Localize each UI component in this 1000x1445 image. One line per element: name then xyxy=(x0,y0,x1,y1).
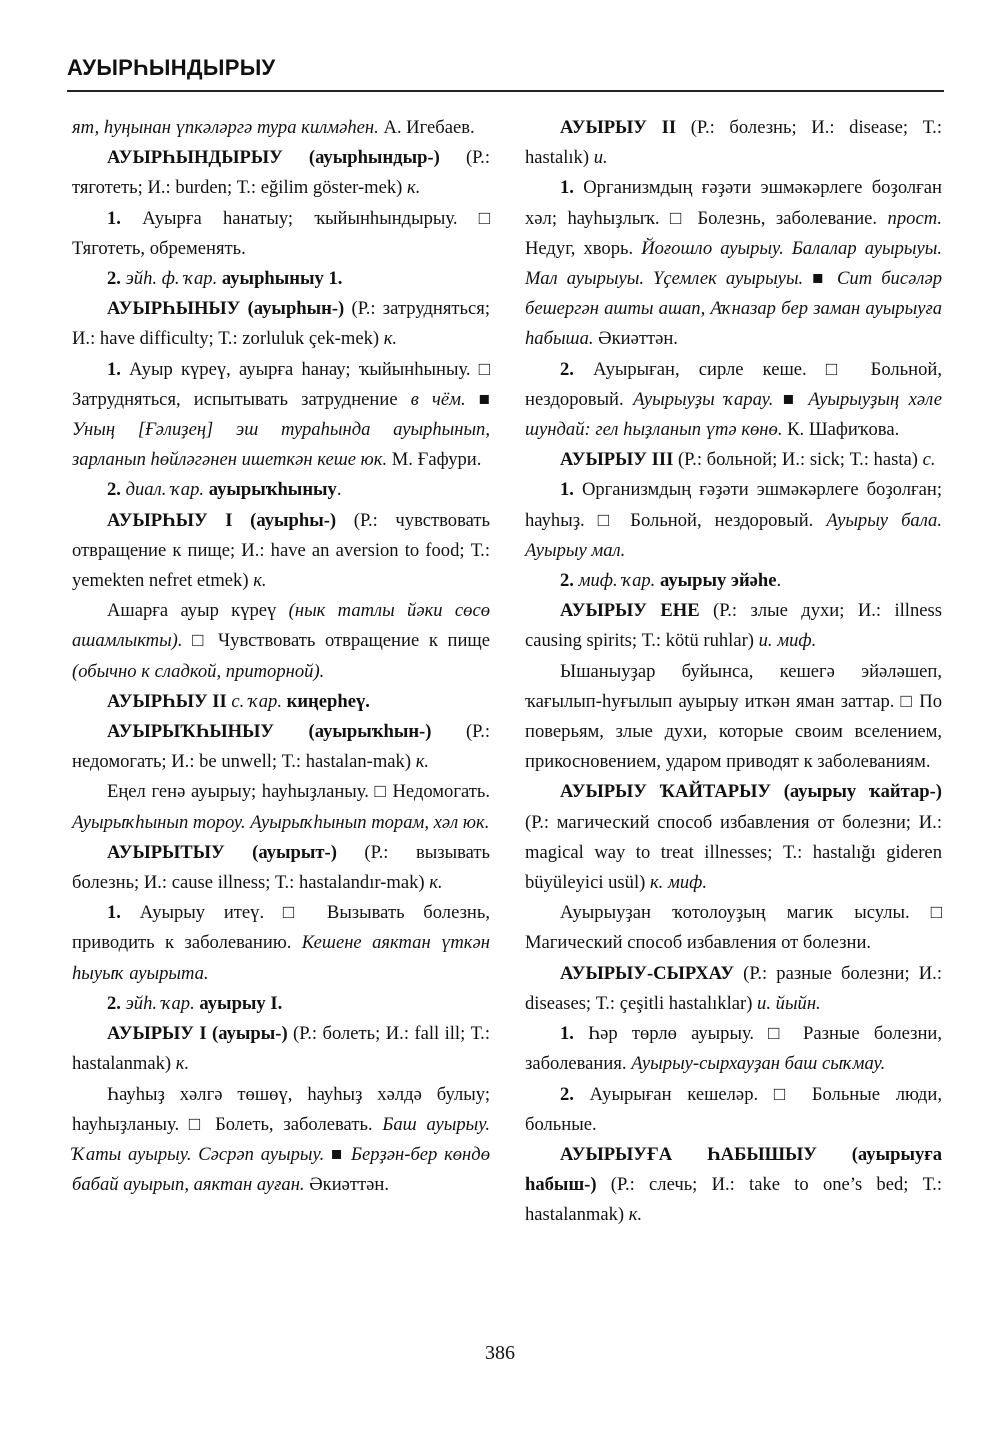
body-text: Еңел генә ауырыу; һауһыҙланыу. □ Недомогать. xyxy=(107,781,490,803)
headword-text: 1. xyxy=(107,207,121,229)
headword-text: АУЫРЫТЫУ (ауырыт-) xyxy=(107,841,337,863)
italic-text: прост. xyxy=(887,207,942,229)
body-text: Ауыр күреү, ауырға һанау; ҡыйынһыныу. □ Затрудняться, испытывать затруднение xyxy=(72,358,490,410)
dictionary-paragraph xyxy=(72,204,490,264)
headword-text: 1. xyxy=(560,479,574,501)
italic-text: к. xyxy=(407,177,421,199)
italic-text: (нык татлы йәки сөсө ашамлыкты). xyxy=(72,600,490,652)
headword-text: АУЫРЫУҒА ҺАБЫШЫУ (ауырыуға һабыш-) xyxy=(525,1143,942,1196)
body-text: ■ xyxy=(803,268,837,290)
headword-text: 2. xyxy=(560,570,574,592)
headword-text: ауырыу I. xyxy=(194,992,283,1014)
dictionary-paragraph xyxy=(525,445,942,475)
body-text: (Р.: злые духи; И.: illness causing spirits; Т.: kötü ruhlar) xyxy=(525,600,942,652)
dictionary-paragraph xyxy=(72,898,490,989)
body-text: (Р.: болезнь; И.: disease; Т.: hastalık) xyxy=(525,117,942,169)
dictionary-paragraph xyxy=(72,1080,490,1201)
dictionary-paragraph xyxy=(72,294,490,354)
italic-text: Уның [Ғәлиҙең] эш тураһында ауырһынып, зарланып һөйләгәнен ишеткән кеше юк. xyxy=(72,419,490,471)
headword-text: 2. xyxy=(107,479,121,501)
body-text: (Р.: болеть; И.: fall ill; Т.: hastalanmak) xyxy=(72,1023,490,1075)
body-text: (Р.: тяготеть; И.: burden; Т.: eğilim göster-mek) xyxy=(72,147,490,199)
dictionary-paragraph xyxy=(525,1080,942,1140)
italic-text: к. xyxy=(415,751,430,773)
headword-text: 1. xyxy=(107,902,121,924)
italic-text: Берҙән-бер көндө бабай ауырып, аяктан ауған. xyxy=(72,1143,490,1196)
dictionary-paragraph xyxy=(525,1140,942,1231)
headword-text: АУЫРЫУ ЕНЕ xyxy=(560,600,700,622)
italic-text: Баш ауырыу. Ҡаты ауырыу. Сәсрәп ауырыу. xyxy=(72,1113,491,1165)
body-text: Ауырыған кешеләр. □ Больные люди, больные. xyxy=(525,1083,942,1135)
headword-text: киңерһеү. xyxy=(281,690,370,712)
italic-text: Ауырыу бала. Ауырыу мал. xyxy=(525,509,942,561)
dictionary-paragraph xyxy=(72,989,490,1019)
italic-text: к. xyxy=(383,328,398,350)
body-text: . xyxy=(336,479,342,501)
italic-text: миф. ҡар. xyxy=(573,570,656,592)
italic-text: эйһ. ҡар. xyxy=(120,992,195,1014)
dictionary-paragraph xyxy=(525,898,942,958)
dictionary-paragraph xyxy=(72,838,490,898)
italic-text: Сит бисәләр бешергән ашты ашап, Аҡназар бер заман ауырыуға һабыша. xyxy=(525,268,943,350)
page-number: 386 xyxy=(485,1342,515,1364)
body-text: А. Игебаев. xyxy=(378,117,475,138)
headword-text: АУЫРЫҠҺЫНЫУ (ауырыҡһын-) xyxy=(107,721,432,743)
dictionary-paragraph xyxy=(72,113,490,143)
headword-text: 1. xyxy=(107,358,121,380)
dictionary-paragraph xyxy=(72,143,490,203)
body-text: Недуг, хворь. xyxy=(525,237,642,259)
italic-text: к. xyxy=(429,872,443,894)
italic-text: Ауырыуҙың хәле шундай: гел һыҙланып үтә көнө. xyxy=(525,388,942,441)
headword-text: 1. xyxy=(560,177,574,199)
headword-text: АУЫРЫУ I (ауыры-) xyxy=(107,1023,288,1045)
headword-text: ауырыҡһыныу xyxy=(204,479,337,501)
headword-text: 1. xyxy=(560,1023,574,1045)
italic-text: и. миф. xyxy=(758,630,817,652)
headword-text: АУЫРҺЫНЫУ (ауырһын-) xyxy=(107,298,345,320)
italic-text: к. xyxy=(628,1204,643,1226)
body-text: (Р.: магический способ избавления от болезни; И.: magical way to treat illnesses; Т.: hastalığı gideren büyüleyici usül) xyxy=(525,811,942,894)
italic-text: к. xyxy=(175,1053,190,1075)
dictionary-paragraph xyxy=(525,113,942,173)
headword-text: 2. xyxy=(107,268,121,290)
headword-text: 2. xyxy=(560,1083,574,1105)
dictionary-paragraph xyxy=(72,475,490,505)
dictionary-paragraph xyxy=(525,355,942,446)
body-text: Ауырыған, сирле кеше. □ Больной, нездоровый. xyxy=(525,358,942,410)
body-text: □ Чувствовать отвращение к пище xyxy=(182,630,490,652)
headword-text: АУЫРҺЫНДЫРЫУ (ауырһындыр-) xyxy=(107,147,440,169)
headword-text: АУЫРҺЫУ I (ауырһы-) xyxy=(107,509,337,531)
dictionary-paragraph xyxy=(72,355,490,476)
italic-text: Ауырыҡһынып тороу. Ауырыҡһынып торам, хәл юк. xyxy=(72,811,490,833)
italic-text: Ауырыу-сырхауҙан баш сыҡмау. xyxy=(631,1053,886,1075)
body-text: ■ xyxy=(324,1143,351,1165)
dictionary-paragraph xyxy=(525,566,942,596)
dictionary-paragraph xyxy=(72,506,490,597)
body-text: ■ xyxy=(465,388,490,410)
body-text: Ышаныуҙар буйынса, кешегә эйәләшеп, ҡағылып-һуғылып ауырыу иткән яман заттар. □ По поверьям, злые духи, которые своим вселением, прикосновением, ударом приводят к заболеваниям. xyxy=(525,660,942,773)
body-text: М. Ғафури. xyxy=(387,449,482,471)
headword-text: 2. xyxy=(560,358,574,380)
italic-text: к. xyxy=(253,570,267,592)
italic-text: и. xyxy=(593,147,608,169)
italic-text: к. миф. xyxy=(649,872,707,894)
italic-text: Ауырыуҙы ҡарау. xyxy=(633,388,774,410)
italic-text: в чём. xyxy=(410,388,466,410)
italic-text: Кешене аяктан үткән һыуыҡ ауырыта. xyxy=(72,932,490,984)
italic-text: и. йыйн. xyxy=(757,992,821,1014)
headword-text: АУЫРЫУ II xyxy=(560,117,677,138)
left-column xyxy=(72,113,490,1200)
headword-text: АУЫРЫУ-СЫРХАУ xyxy=(560,962,735,984)
body-text: Организмдың ғәҙәти эшмәкәрлеге боҙолған; һауһыҙ. □ Больной, нездоровый. xyxy=(525,479,942,531)
dictionary-paragraph xyxy=(525,475,942,566)
body-text: Ауырыу итеү. □ Вызывать болезнь, приводить к заболеванию. xyxy=(72,902,490,954)
dictionary-paragraph xyxy=(525,777,942,898)
body-text: ■ xyxy=(773,388,809,410)
dictionary-paragraph xyxy=(72,777,490,837)
dictionary-paragraph xyxy=(525,1019,942,1079)
body-text: Һауһыҙ хәлгә төшөү, һауһыҙ хәлдә булыу; һауһыҙланыу. □ Болеть, заболевать. xyxy=(72,1083,490,1135)
header-rule xyxy=(67,90,944,92)
dictionary-paragraph xyxy=(525,173,942,354)
italic-text: диал. ҡар. xyxy=(120,479,205,501)
right-column xyxy=(525,113,942,1231)
body-text: (Р.: больной; И.: sick; Т.: hasta) xyxy=(673,449,923,471)
italic-text: ят, һуңынан үпкәләргә тура килмәһен. xyxy=(72,117,379,138)
body-text: (Р.: слечь; И.: take to one’s bed; Т.: hastalanmak) xyxy=(525,1174,942,1226)
dictionary-paragraph xyxy=(72,717,490,777)
body-text: (Р.: чувствовать отвращение к пище; И.: have an aversion to food; Т.: yemekten nefret etmek) xyxy=(72,509,490,592)
body-text: Организмдың ғәҙәти эшмәкәрлеге боҙолған хәл; һауһыҙлыҡ. □ Болезнь, заболевание. xyxy=(525,177,942,229)
italic-text: Йоғошло ауырыу. Балалар ауырыуы. Мал ауырыуы. Үҫемлек ауырыуы. xyxy=(525,237,942,290)
body-text: Әкиәттән. xyxy=(593,328,678,350)
italic-text: (обычно к сладкой, приторной). xyxy=(72,660,325,682)
headword-text: АУЫРЫУ ҠАЙТАРЫУ (ауырыу ҡайтар-) xyxy=(560,781,942,803)
dictionary-paragraph xyxy=(72,264,490,294)
headword-text: ауырыу эйәһе xyxy=(655,570,777,592)
dictionary-paragraph xyxy=(72,1019,490,1079)
dictionary-paragraph xyxy=(525,657,942,778)
body-text: К. Шафиҡова. xyxy=(782,419,900,441)
italic-text: с. ҡар. xyxy=(226,690,282,712)
body-text: (Р.: вызывать болезнь; И.: cause illness; Т.: hastalandır-mak) xyxy=(72,841,491,894)
body-text: Ашарға ауыр күреү xyxy=(107,600,289,622)
dictionary-paragraph xyxy=(525,959,942,1019)
body-text: . xyxy=(776,570,782,592)
body-text: Һәр төрлө ауырыу. □ Разные болезни, заболевания. xyxy=(525,1023,942,1075)
headword-text: АУЫРҺЫУ II xyxy=(107,690,227,712)
headword-text: ауырһыныу 1. xyxy=(217,268,343,290)
dictionary-paragraph xyxy=(72,596,490,687)
running-head: АУЫРҺЫНДЫРЫУ xyxy=(67,55,276,80)
italic-text: эйһ. ф. ҡар. xyxy=(120,268,218,290)
dictionary-paragraph xyxy=(72,687,490,717)
body-text: (Р.: затрудняться; И.: have difficulty; Т.: zorluluk çek-mek) xyxy=(72,298,490,350)
headword-text: 2. xyxy=(107,992,121,1014)
body-text: Әкиәттән. xyxy=(304,1174,389,1196)
headword-text: АУЫРЫУ III xyxy=(560,449,674,471)
dictionary-paragraph xyxy=(525,596,942,656)
body-text: Ауырға һанатыу; ҡыйынһындырыу. □ Тяготеть, обременять. xyxy=(72,207,490,259)
italic-text: с. xyxy=(922,449,936,471)
body-text: Ауырыуҙан ҡотолоуҙың магик ысулы. □ Магический способ избавления от болезни. xyxy=(525,902,942,954)
body-text: (Р.: разные болезни; И.: diseases; Т.: çeşitli hastalıklar) xyxy=(525,962,942,1014)
body-text: (Р.: недомогать; И.: be unwell; Т.: hastalan-mak) xyxy=(72,721,491,773)
